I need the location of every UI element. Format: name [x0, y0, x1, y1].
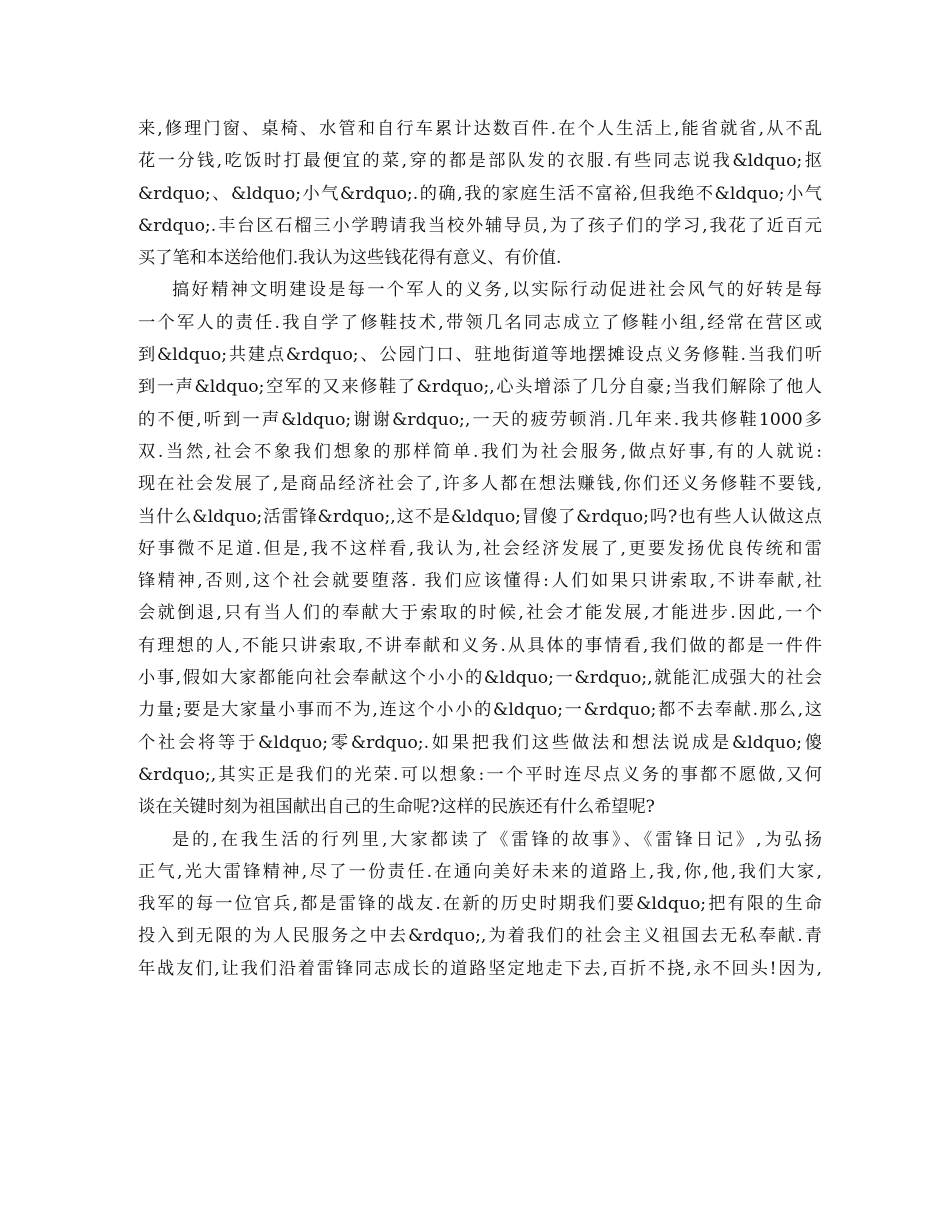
- text-line: &rdquo;、&ldquo;小气&rdquo;.的确,我的家庭生活不富裕,但我绝不&ldquo;小气: [138, 183, 822, 204]
- text-line: 力量;要是大家量小事而不为,连这个小小的&ldquo;一&rdquo;都不去奉献.那么,这: [138, 700, 822, 721]
- text-line: 花一分钱,吃饭时打最便宜的菜,穿的都是部队发的衣服.有些同志说我&ldquo;抠: [138, 151, 822, 172]
- text-line: 个社会将等于&ldquo;零&rdquo;.如果把我们这些做法和想法说成是&ldquo;傻: [138, 732, 822, 753]
- paragraph-first-line: 搞好精神文明建设是每一个军人的义务,以实际行动促进社会风气的好转是每: [172, 280, 822, 301]
- text-line: 投入到无限的为人民服务之中去&rdquo;,为着我们的社会主义祖国去无私奉献.青: [138, 926, 822, 947]
- text-line: 的不便,听到一声&ldquo;谢谢&rdquo;,一天的疲劳顿消.几年来.我共修鞋1000多: [138, 409, 822, 430]
- text-line: 会就倒退,只有当人们的奉献大于索取的时候,社会才能发展,才能进步.因此,一个: [138, 603, 822, 624]
- text-line: 来,修理门窗、桌椅、水管和自行车累计达数百件.在个人生活上,能省就省,从不乱: [138, 119, 822, 139]
- text-line: 到&ldquo;共建点&rdquo;、公园门口、驻地街道等地摆摊设点义务修鞋.当我们听: [138, 345, 822, 366]
- text-line: 当什么&ldquo;活雷锋&rdquo;,这不是&ldquo;冒傻了&rdquo;吗?也有些人认做这点: [138, 506, 822, 527]
- text-line: 年战友们,让我们沿着雷锋同志成长的道路坚定地走下去,百折不挠,永不回头!因为,: [138, 958, 822, 979]
- text-line: 现在社会发展了,是商品经济社会了,许多人都在想法赚钱,你们还义务修鞋不要钱,: [138, 474, 822, 495]
- text-line: &rdquo;,其实正是我们的光荣.可以想象:一个平时连尽点义务的事都不愿做,又何: [138, 764, 822, 785]
- text-line: 谈在关键时刻为祖国献出自己的生命呢?这样的民族还有什么希望呢?: [138, 797, 655, 818]
- text-line: 正气,光大雷锋精神,尽了一份责任.在通向美好未来的道路上,我,你,他,我们大家,: [138, 861, 822, 882]
- text-line: 好事微不足道.但是,我不这样看,我认为,社会经济发展了,更要发扬优良传统和雷: [138, 538, 822, 559]
- text-line: 到一声&ldquo;空军的又来修鞋了&rdquo;,心头增添了几分自豪;当我们解除了他人: [138, 377, 822, 398]
- text-line: 有理想的人,不能只讲索取,不讲奉献和义务.从具体的事情看,我们做的都是一件件: [138, 635, 822, 656]
- text-line: 双.当然,社会不象我们想象的那样简单.我们为社会服务,做点好事,有的人就说:: [138, 441, 822, 462]
- text-line: 一个军人的责任.我自学了修鞋技术,带领几名同志成立了修鞋小组,经常在营区或: [138, 312, 822, 333]
- text-line: 小事,假如大家都能向社会奉献这个小小的&ldquo;一&rdquo;,就能汇成强大的社会: [138, 668, 822, 689]
- text-line: 买了笔和本送给他们.我认为这些钱花得有意义、有价值.: [138, 248, 562, 269]
- text-line: 锋精神,否则,这个社会就要堕落. 我们应该懂得:人们如果只讲索取,不讲奉献,社: [138, 571, 822, 592]
- document-body: [138, 113, 822, 985]
- text-line: &rdquo;.丰台区石榴三小学聘请我当校外辅导员,为了孩子们的学习,我花了近百元: [138, 215, 822, 236]
- paragraph-first-line: 是的,在我生活的行列里,大家都读了《雷锋的故事》、《雷锋日记》,为弘扬: [172, 829, 822, 850]
- text-line: 我军的每一位官兵,都是雷锋的战友.在新的历史时期我们要&ldquo;把有限的生命: [138, 894, 822, 915]
